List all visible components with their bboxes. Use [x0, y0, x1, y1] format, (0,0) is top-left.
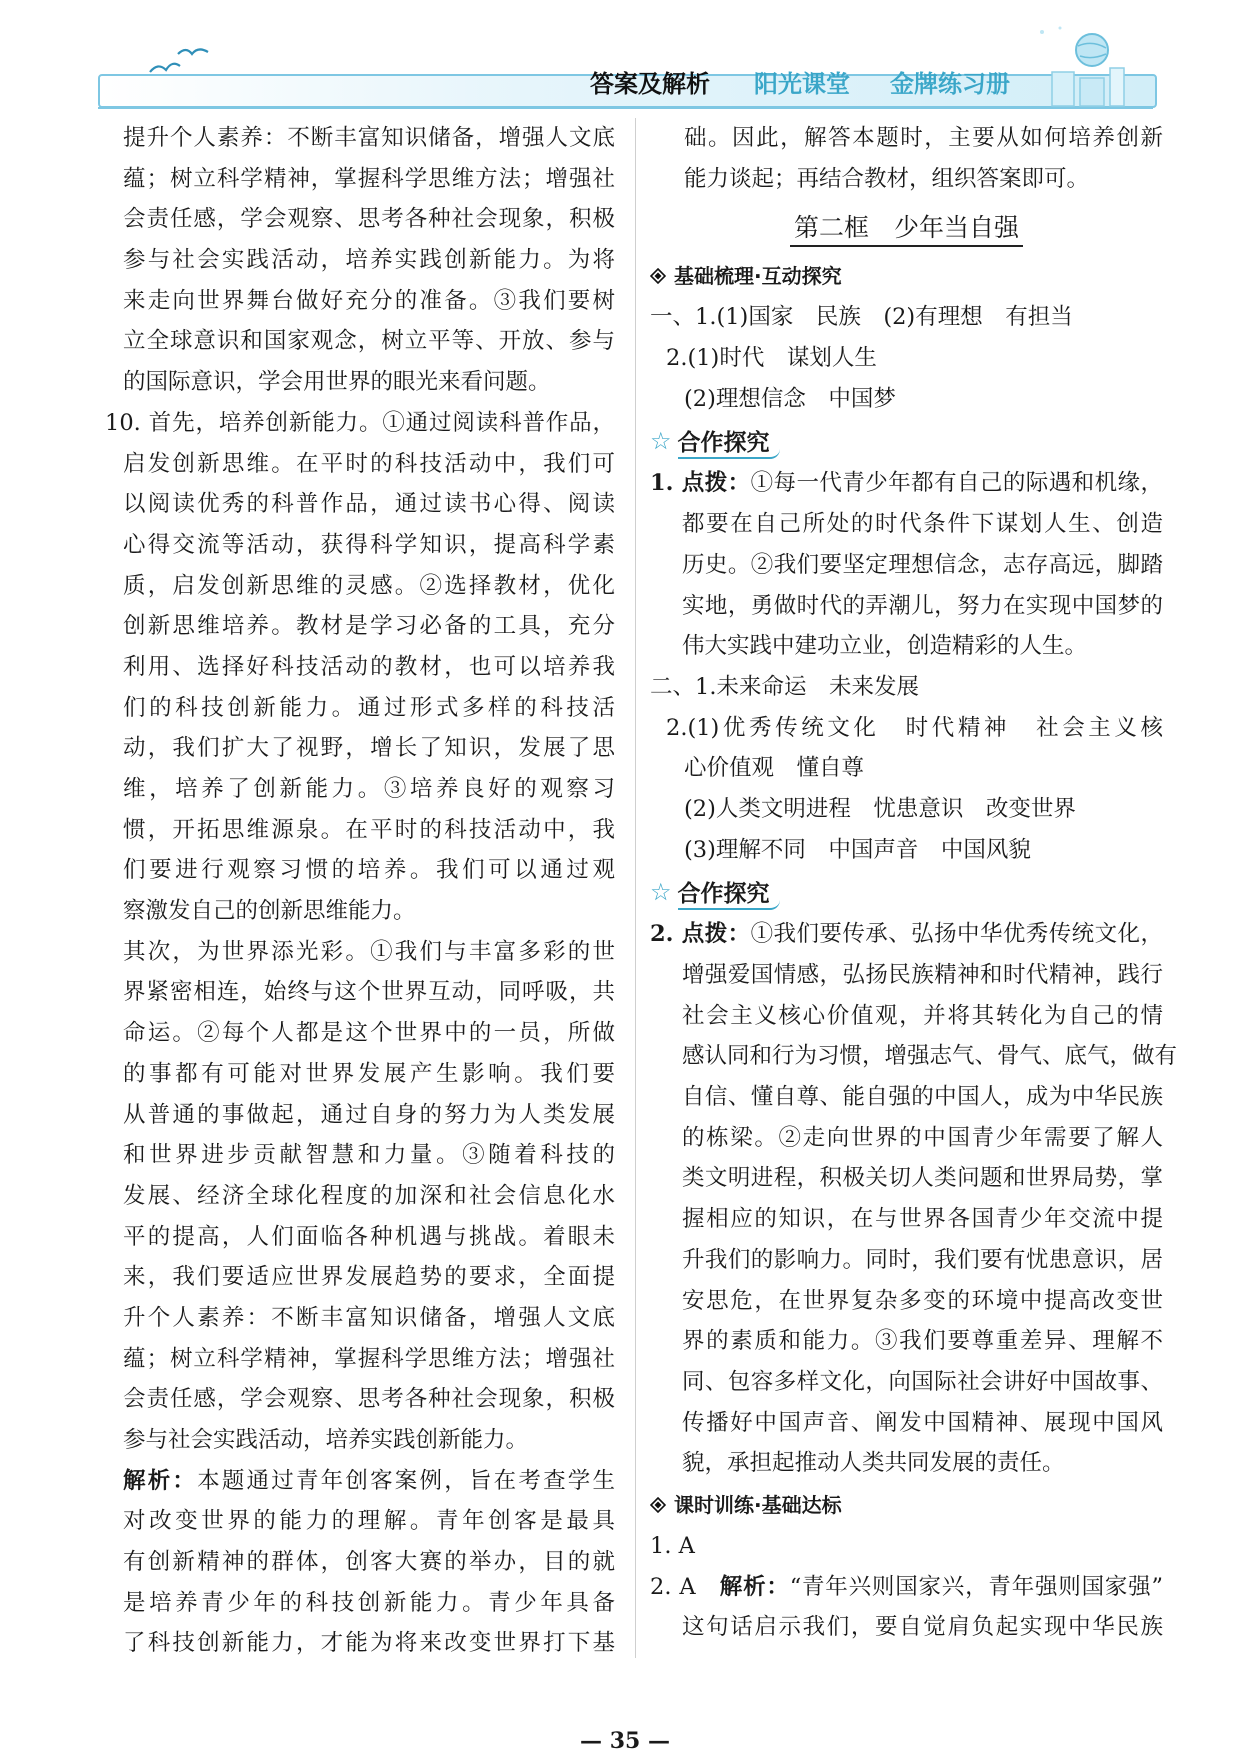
header-series-name: 阳光课堂 [754, 69, 850, 98]
text-line: (2)人类文明进程 忧患意识 改变世界 [684, 795, 1076, 822]
text-line: 立全球意识和国家观念，树立平等、开放、参与 [123, 328, 615, 355]
right-column [650, 118, 1178, 1648]
text-line: (3)理解不同 中国声音 中国风貌 [684, 836, 1031, 863]
text-line: 是培养青少年的科技创新能力。青少年具备 [123, 1589, 615, 1616]
text-line: 其次，为世界添光彩。①我们与丰富多彩的世 [123, 938, 615, 965]
analysis-line: 解析：本题通过青年创客案例，旨在考查学生 [123, 1467, 615, 1494]
text-line: 升我们的影响力。同时，我们要有忧患意识，居 [682, 1246, 1163, 1273]
text-line: 传播好中国声音、阐发中国精神、展现中国风 [682, 1409, 1163, 1436]
text-line: 社会主义核心价值观，并将其转化为自己的情 [682, 1002, 1163, 1029]
star-icon: ☆ [650, 878, 672, 907]
text-line: 心价值观 懂自尊 [684, 755, 865, 782]
text-line: 安思危，在世界复杂多变的环境中提高改变世 [682, 1287, 1163, 1314]
text-line: 础。因此，解答本题时，主要从如何培养创新 [684, 125, 1163, 151]
header-answer-label: 答案及解析 [590, 70, 710, 98]
text-line: 质，启发创新思维的灵感。②选择教材，优化 [123, 572, 615, 599]
text-line: 二、1.未来命运 未来发展 [650, 673, 919, 700]
hint-label: 1. 点拨： [650, 470, 751, 497]
text-line: 这句话启示我们，要自觉肩负起实现中华民族 [682, 1614, 1163, 1641]
globe-deco-icon [1030, 22, 1140, 112]
text-line: 们的科技创新能力。通过形式多样的科技活 [123, 694, 615, 721]
text-line: 蕴；树立科学精神，掌握科学思维方法；增强社 [123, 165, 615, 192]
section-heading: 课时训练·基础达标 [650, 1484, 1163, 1526]
text-line: 界的素质和能力。③我们要尊重差异、理解不 [682, 1328, 1163, 1355]
text-line: 参与社会实践活动，培养实践创新能力。为将 [123, 247, 615, 274]
text-line: 和世界进步贡献智慧和力量。③随着科技的 [123, 1142, 615, 1169]
diamond-bullet-icon [650, 268, 666, 284]
text-line: 类文明进程，积极关切人类问题和世界局势，掌 [682, 1165, 1163, 1192]
text-line: 心得交流等活动，获得科学知识，提高科学素 [123, 531, 615, 558]
text-line: 实地，勇做时代的弄潮儿，努力在实现中国梦的 [682, 592, 1163, 619]
header-rule [98, 107, 1153, 109]
header-book-name: 金牌练习册 [890, 69, 1010, 98]
text-line: 来，我们要适应世界发展趋势的要求，全面提 [123, 1264, 615, 1291]
text-line: 同、包容多样文化，向国际社会讲好中国故事、 [682, 1368, 1163, 1395]
question-10-line: 10. 首先，培养创新能力。①通过阅读科普作品， [105, 409, 615, 436]
coop-heading: ☆ 合作探究 [650, 870, 1163, 914]
text-line: 平的提高，人们面临各种机遇与挑战。着眼未 [123, 1223, 615, 1250]
text-line: (2)理想信念 中国梦 [684, 385, 896, 412]
coop2-line: 2. 点拨：①我们要传承、弘扬中华优秀传统文化， [650, 921, 1163, 948]
text-line: 2.(1)优秀传统文化 时代精神 社会主义核 [666, 714, 1163, 741]
text-line: 2.(1)时代 谋划人生 [666, 345, 877, 372]
text-line: 感认同和行为习惯，增强志气、骨气、底气，做有 [682, 1043, 1178, 1070]
left-column [105, 118, 615, 1664]
text-line: 升个人素养：不断丰富知识储备，增强人文底 [123, 1304, 615, 1331]
text-line: 以阅读优秀的科普作品，通过读书心得、阅读 [123, 491, 615, 518]
diamond-bullet-icon [650, 1497, 666, 1513]
text-line: 貌，承担起推动人类共同发展的责任。 [682, 1450, 1065, 1477]
text-line: 的国际意识，学会用世界的眼光来看问题。 [123, 369, 551, 396]
text-line: 来走向世界舞台做好充分的准备。③我们要树 [123, 287, 615, 314]
section-heading: 基础梳理·互动探究 [650, 255, 1163, 297]
text-line: 会责任感，学会观察、思考各种社会现象，积极 [123, 1386, 615, 1413]
coop-heading: ☆ 合作探究 [650, 419, 1163, 463]
text-line: 了科技创新能力，才能为将来改变世界打下基 [123, 1630, 615, 1657]
text-line: 增强爱国情感，弘扬民族精神和时代精神，践行 [682, 962, 1163, 988]
text-line: 启发创新思维。在平时的科技活动中，我们可 [123, 450, 615, 477]
text-line: 一、1.(1)国家 民族 (2)有理想 有担当 [650, 304, 1073, 331]
text-line: 伟大实践中建功立业，创造精彩的人生。 [682, 633, 1088, 660]
birds-icon [148, 44, 218, 84]
coop1-line: 1. 点拨：①每一代青少年都有自己的际遇和机缘， [650, 470, 1163, 497]
text-line: 能力谈起；再结合教材，组织答案即可。 [684, 165, 1090, 192]
text-line: 参与社会实践活动，培养实践创新能力。 [123, 1427, 529, 1453]
text-line: 都要在自己所处的时代条件下谋划人生、创造 [682, 511, 1163, 538]
column-divider [635, 118, 636, 1658]
text-line: 从普通的事做起，通过自身的努力为人类发展 [123, 1101, 615, 1128]
text-line: 对改变世界的能力的理解。青年创客是最具 [123, 1508, 615, 1535]
text-line: 利用、选择好科技活动的教材，也可以培养我 [123, 653, 615, 680]
answer-line: 1. A [650, 1532, 695, 1559]
text-line: 蕴；树立科学精神，掌握科学思维方法；增强社 [123, 1345, 615, 1372]
text-line: 维，培养了创新能力。③培养良好的观察习 [123, 776, 615, 802]
hint-label: 2. 点拨： [650, 921, 751, 948]
analysis-label: 解析： [123, 1467, 198, 1494]
text-line: 界紧密相连，始终与这个世界互动，同呼吸，共 [123, 979, 615, 1006]
text-line: 的事都有可能对世界发展产生影响。我们要 [123, 1060, 615, 1087]
text-line: 动，我们扩大了视野，增长了知识，发展了思 [123, 735, 615, 762]
text-line: 发展、经济全球化程度的加深和社会信息化水 [123, 1182, 615, 1209]
text-line: 提升个人素养：不断丰富知识储备，增强人文底 [123, 125, 615, 151]
page-number: — 35 — [580, 1728, 670, 1754]
text-line: 历史。②我们要坚定理想信念，志存高远，脚踏 [682, 551, 1163, 578]
analysis-label: 解析： [719, 1573, 790, 1600]
text-line: 的栋梁。②走向世界的中国青少年需要了解人 [682, 1124, 1163, 1151]
text-line: 有创新精神的群体，创客大赛的举办，目的就 [123, 1549, 615, 1576]
page-header [0, 0, 1250, 120]
frame-title: 第二框 少年当自强 [650, 199, 1163, 255]
text-line: 创新思维培养。教材是学习必备的工具，充分 [123, 613, 615, 640]
text-line: 命运。②每个人都是这个世界中的一员，所做 [123, 1020, 615, 1047]
text-line: 自信、懂自尊、能自强的中国人，成为中华民族 [682, 1084, 1163, 1111]
answer-line: 2. A 解析：“青年兴则国家兴，青年强则国家强” [650, 1573, 1163, 1600]
text-line: 惯，开拓思维源泉。在平时的科技活动中，我 [123, 816, 615, 843]
text-line: 察激发自己的创新思维能力。 [123, 898, 416, 925]
text-line: 们要进行观察习惯的培养。我们可以通过观 [123, 857, 615, 884]
text-line: 握相应的知识，在与世界各国青少年交流中提 [682, 1206, 1163, 1233]
star-icon: ☆ [650, 427, 672, 456]
text-line: 会责任感，学会观察、思考各种社会现象，积极 [123, 206, 615, 233]
